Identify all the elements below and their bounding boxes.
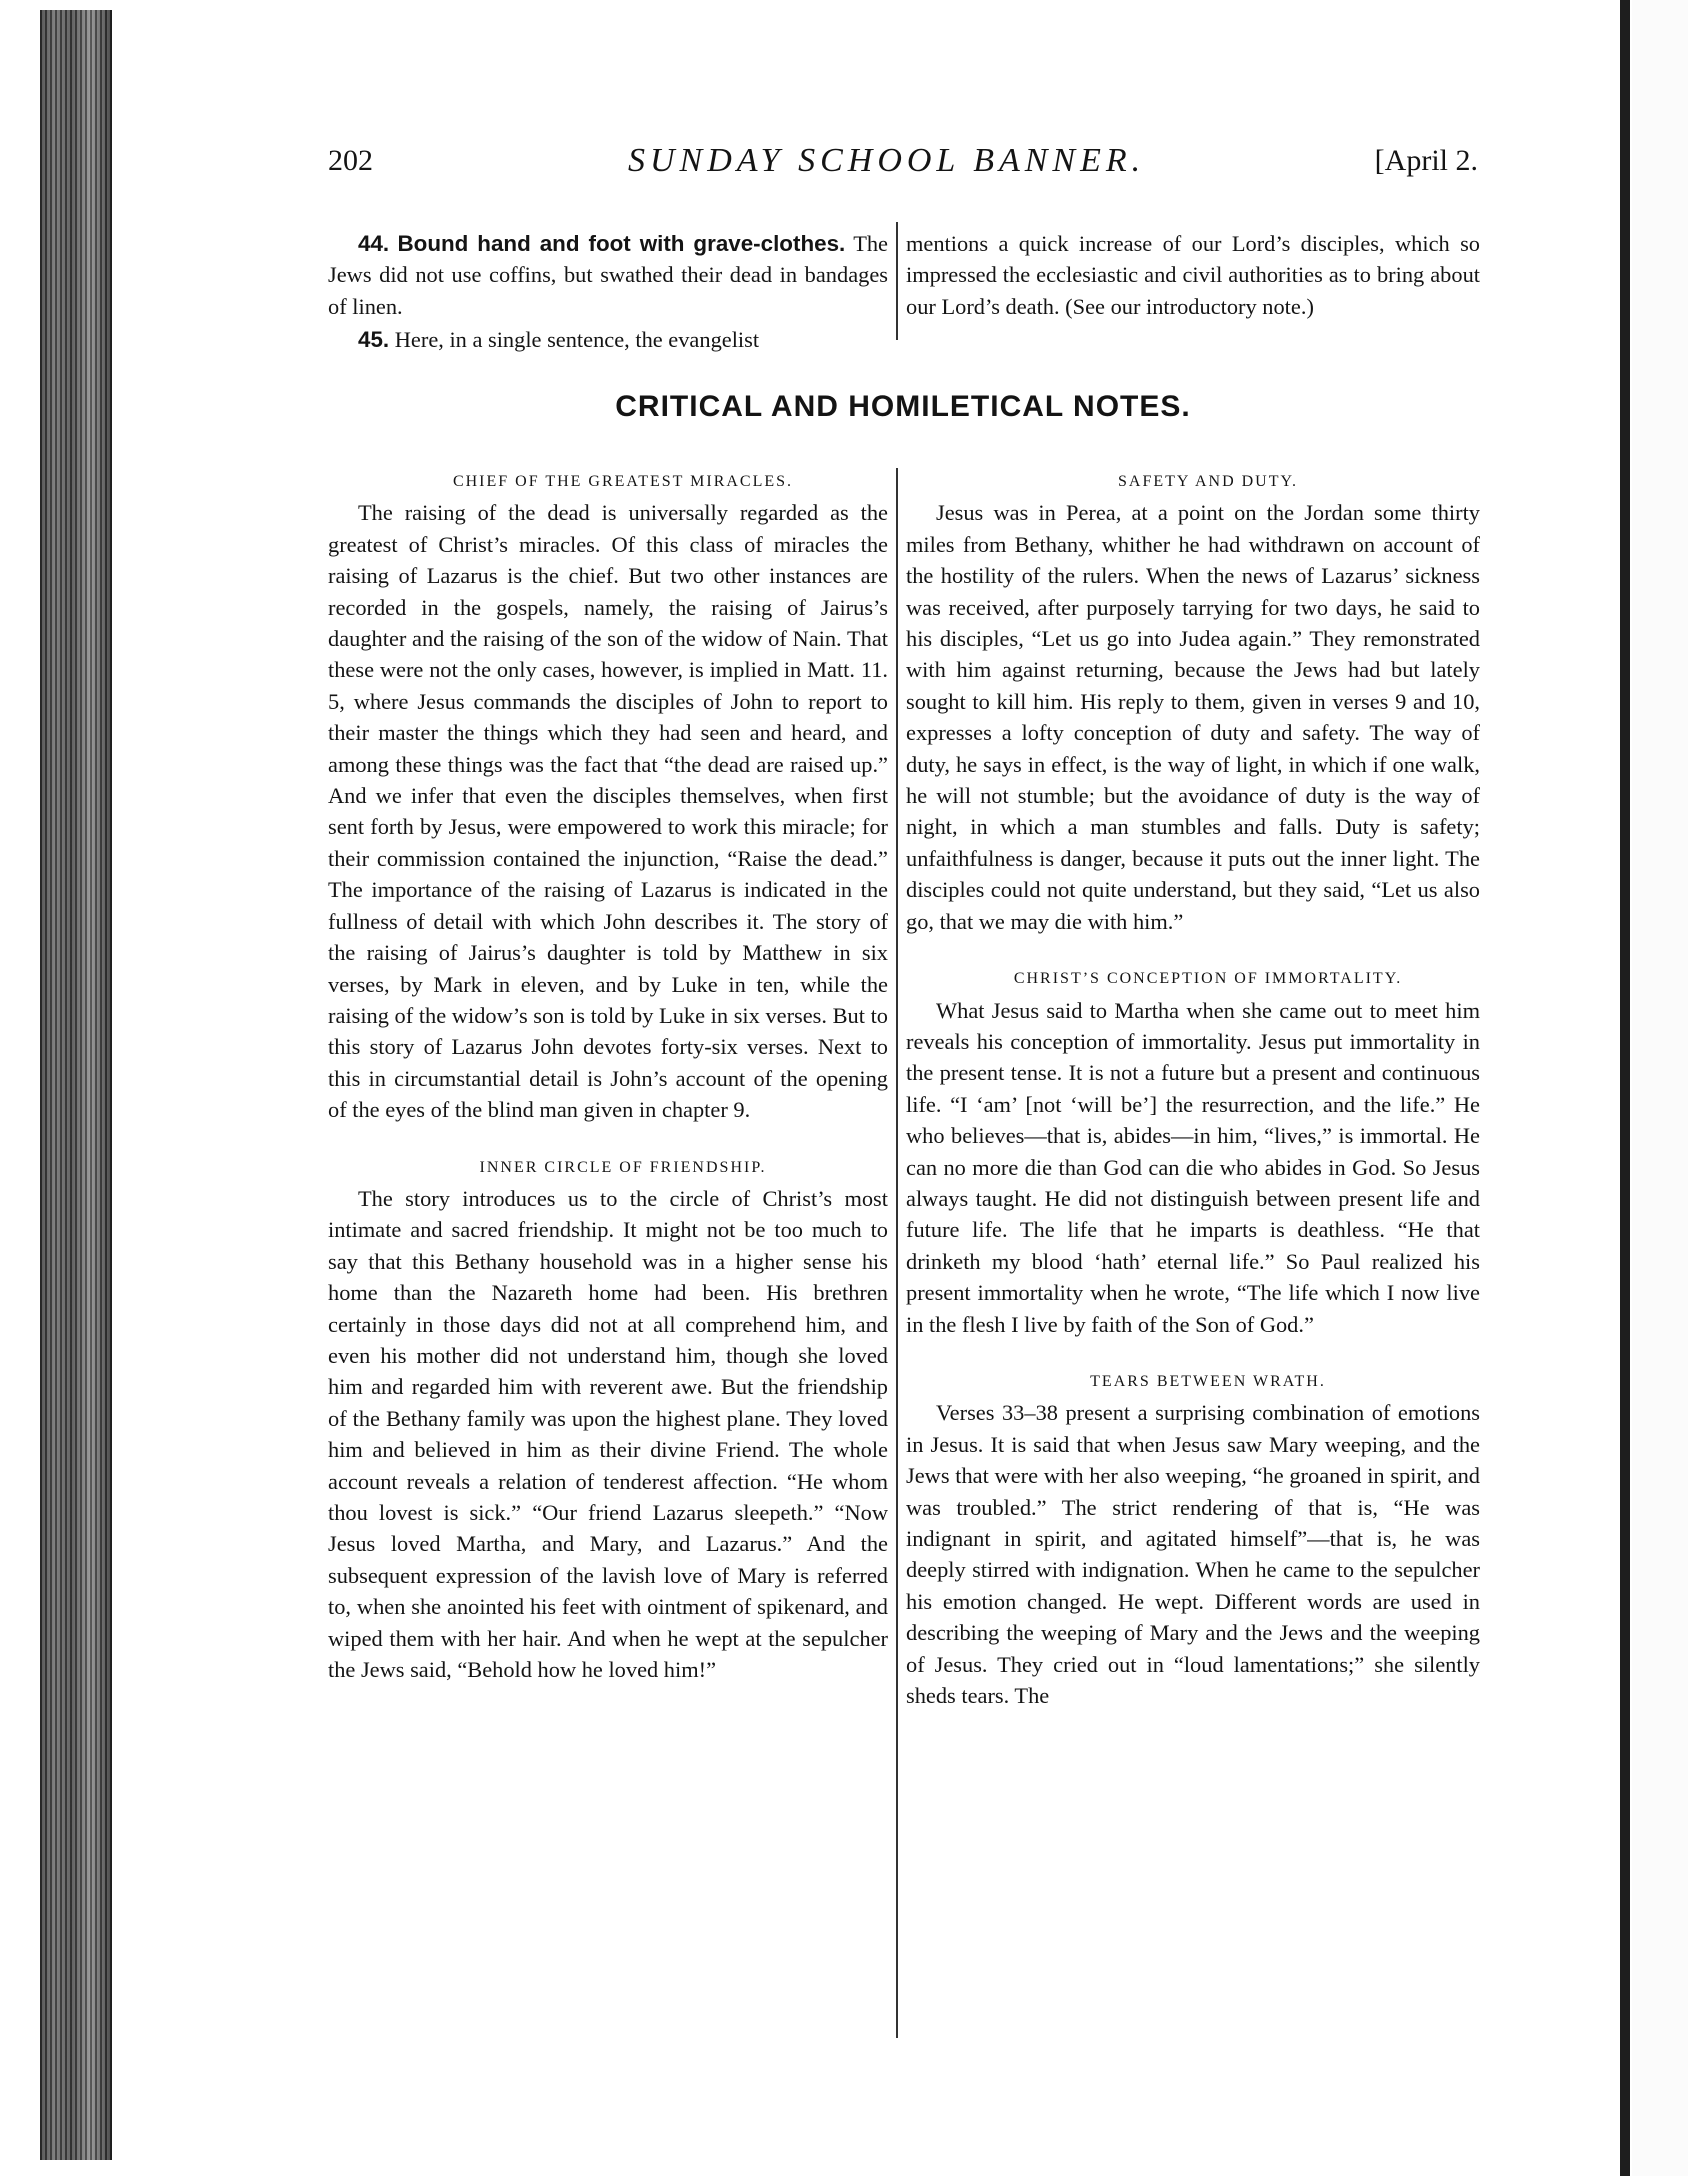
section-body: The story introduces us to the circle of Christ’s most intimate and sacred friendship. It might not be too much to say that this Bethany household was in a higher sense his home than the Nazareth home had been. His brethren certainly in those days did not at all comprehend him, and even his mother did not understand him, though she loved him and regarded him with reverent awe. But the friendship of the Bethany family was upon the highest plane. They loved him and believed in him as their divine Friend. The whole account reveals a relation of tenderest affection. “He whom thou lovest is sick.” “Our friend Lazarus sleepeth.” “Now Jesus loved Martha, and Mary, and Lazarus.” And the subsequent expression of the lavish love of Mary is referred to, when she anointed his feet with ointment of spikenard, and wiped them with her hair. And when he wept at the sepulcher the Jews said, “Behold how he loved him!” (328, 1185, 888, 1683)
section-chief-miracles (328, 466, 888, 1126)
section-heading: TEARS BETWEEN WRATH. (1090, 1372, 1326, 1390)
notes-top-right (906, 228, 1480, 322)
notes-top-left (328, 228, 888, 356)
section-safety-duty (906, 466, 1480, 937)
next-page-edge (1610, 0, 1688, 2176)
section-body: Verses 33–38 present a surprising combination of emotions in Jesus. It is said that when Jesus saw Mary weeping, and the Jews that were with her also weeping, “he groaned in spirit, and was troubled.” The strict rendering of that is, “He was indignant in spirit, and agitated himself”—that is, he was deeply stirred with indignation. When he came to the sepulcher his emotion changed. He wept. Different words are used in describing the weeping of Mary and the Jews and the weeping of Jesus. They cried out in “loud lamentations;” she silently sheds tears. The (906, 1400, 1480, 1709)
column-rule-top (896, 222, 898, 340)
page-number: 202 (328, 144, 373, 177)
note-45-number: 45. (358, 327, 390, 353)
page-edges (40, 10, 112, 2160)
column-rule (896, 468, 898, 2038)
section-body: What Jesus said to Martha when she came out to meet him reveals his conception of immortality. Jesus put immortality in the present tense. It is not a future but a present and continuous life. “I ‘am’ [not ‘will be’] the resurrection, and the life.” He who believes—that is, abides—in him, “lives,” is immortal. He can no more die than God can die who abides in God. So Jesus always taught. He did not distinguish between present life and future life. The life that he imparts is deathless. “He that drinketh my blood ‘hath’ eternal life.” So Paul realized his present immortality when he wrote, “The life which I now live in the flesh I live by faith of the Son of God.” (906, 997, 1480, 1337)
periodical-title: SUNDAY SCHOOL BANNER. (628, 142, 1146, 179)
section-title: CRITICAL AND HOMILETICAL NOTES. (615, 390, 1191, 423)
note-44-text: The Jews did not use coffins, but swathed their dead in bandages of linen. (328, 231, 888, 319)
left-column (328, 466, 888, 1711)
right-column (906, 466, 1480, 1737)
note-44 (328, 228, 888, 322)
section-body: Jesus was in Perea, at a point on the Jordan some thirty miles from Bethany, whither he had withdrawn on account of the hostility of the rulers. When the news of Lazarus’ sickness was received, after purposely tarrying for two days, he said to his disciples, “Let us go into Judea again.” They remonstrated with him against returning, because the Jews had but lately sought to kill him. His reply to them, given in verses 9 and 10, expresses a lofty conception of duty and safety. The way of duty, he says in effect, is the way of light, in which if one walk, he will not stumble; but the avoidance of duty is the way of night, in which a man stumbles and falls. Duty is safety; unfaithfulness is danger, because it puts out the inner light. The disciples could not quite understand, but they said, “Let us also go, that we may die with him.” (906, 500, 1480, 934)
note-45-text: Here, in a single sentence, the evangelist (394, 327, 760, 353)
section-body: The raising of the dead is universally regarded as the greatest of Christ’s miracles. Of this class of miracles the raising of Lazarus is the chief. But two other instances are recorded in the gospels, namely, the raising of Jairus’s daughter and the raising of the son of the widow of Nain. That these were not the only cases, however, is implied in Matt. 11. 5, where Jesus commands the disciples of John to report to their master the things which they had seen and heard, and among these things was the fact that “the dead are raised up.” And we infer that even the disciples themselves, when first sent forth by Jesus, were empowered to work this miracle; for their commission contained the injunction, “Raise the dead.” The importance of the raising of Lazarus is indicated in the fullness of detail with which John describes it. The story of the raising of Jairus’s daughter is told by Matthew in six verses, by Mark in eleven, and by Luke in ten, while the raising of the widow’s son is told by Luke in six verses. But to this story of Lazarus John devotes forty-six verses. Next to this in circumstantial detail is John’s account of the opening of the eyes of the blind man given in chapter 9. (328, 500, 888, 1123)
section-heading: INNER CIRCLE OF FRIENDSHIP. (479, 1158, 767, 1176)
note-45-continued: mentions a quick increase of our Lord’s disciples, which so impressed the ecclesiastic and civil authorities as to bring about our Lord’s death. (See our introductory note.) (906, 231, 1480, 319)
section-heading: SAFETY AND DUTY. (1117, 473, 1298, 490)
note-44-heading: Bound hand and foot with grave-clothes. (397, 231, 846, 256)
note-44-number: 44. (358, 231, 390, 256)
page-gutter (1620, 0, 1630, 2176)
book-spine (0, 0, 112, 2176)
section-tears (906, 1366, 1480, 1711)
note-45 (328, 324, 888, 355)
running-header (328, 140, 1478, 190)
section-inner-circle (328, 1152, 888, 1686)
section-heading: CHIEF OF THE GREATEST MIRACLES. (452, 473, 794, 490)
issue-date: [April 2. (1374, 144, 1478, 177)
section-heading: CHRIST’S CONCEPTION OF IMMORTALITY. (1013, 970, 1403, 988)
section-immortality (906, 963, 1480, 1340)
facing-page (1632, 0, 1688, 2176)
